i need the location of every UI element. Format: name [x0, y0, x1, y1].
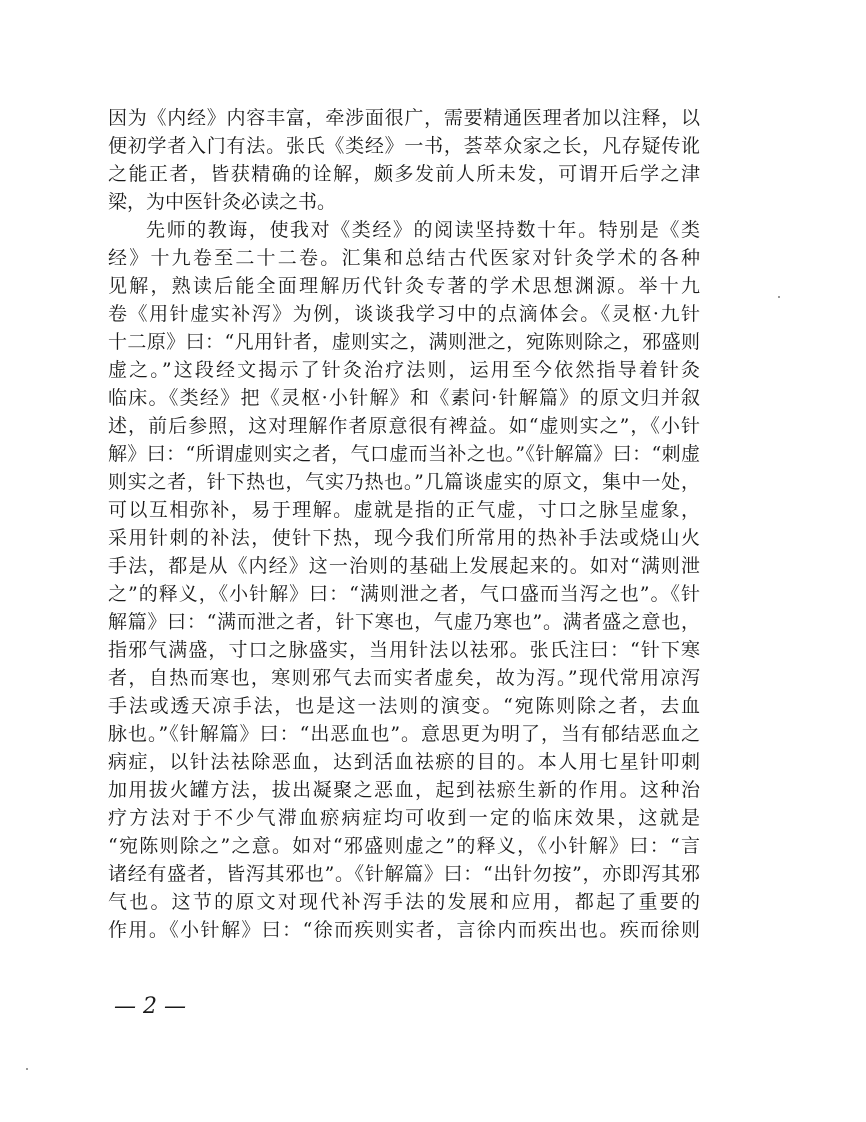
text-line: 见解，熟读后能全面理解历代针灸专著的学术思想渊源。举十九 [108, 275, 700, 297]
text-line: 手法，都是从《内经》这一治则的基础上发展起来的。如对“满则泄 [108, 555, 700, 577]
text-line: 作用。《小针解》曰：“徐而疾则实者，言徐内而疾出也。疾而徐则 [108, 919, 700, 941]
page-number: — 2 — [114, 994, 186, 1019]
scan-speck [778, 296, 780, 298]
text-line: 加用拔火罐方法，拔出凝聚之恶血，起到祛瘀生新的作用。这种治 [108, 779, 700, 801]
text-line: 手法或透天凉手法，也是这一法则的演变。“宛陈则除之者，去血 [108, 695, 700, 717]
text-line: 虚之。”这段经文揭示了针灸治疗法则，运用至今依然指导着针灸 [108, 359, 700, 381]
text-line: 解篇》曰：“满而泄之者，针下寒也，气虚乃寒也”。满者盛之意也， [108, 611, 700, 633]
scan-speck [26, 1068, 28, 1070]
text-line: 之”的释义，《小针解》曰：“满则泄之者，气口盛而当泻之也”。《针 [108, 583, 700, 605]
text-line: 可以互相弥补，易于理解。虚就是指的正气虚，寸口之脉呈虚象， [108, 499, 700, 521]
text-line: 之能正者，皆获精确的诠解，颇多发前人所未发，可谓开后学之津 [108, 163, 700, 185]
text-line: 因为《内经》内容丰富，牵涉面很广，需要精通医理者加以注释，以 [108, 107, 700, 129]
text-line: 气也。这节的原文对现代补泻手法的发展和应用，都起了重要的 [108, 891, 700, 913]
paragraph [108, 216, 700, 944]
text-line: 经》十九卷至二十二卷。汇集和总结古代医家对针灸学术的各种 [108, 247, 700, 269]
text-line: 述，前后参照，这对理解作者原意很有裨益。如“虚则实之”，《小针 [108, 415, 700, 437]
text-line: 采用针刺的补法，使针下热，现今我们所常用的热补手法或烧山火 [108, 527, 700, 549]
text-line: 梁，为中医针灸必读之书。 [108, 191, 337, 213]
text-line: 指邪气满盛，寸口之脉盛实，当用针法以祛邪。张氏注曰：“针下寒 [108, 639, 700, 661]
text-line: 则实之者，针下热也，气实乃热也。”几篇谈虚实的原文，集中一处， [108, 471, 700, 493]
text-line: 卷《用针虚实补泻》为例，谈谈我学习中的点滴体会。《灵枢·九针 [108, 303, 700, 325]
text-line: 脉也。”《针解篇》曰：“出恶血也”。意思更为明了，当有郁结恶血之 [108, 723, 700, 745]
text-line: 便初学者入门有法。张氏《类经》一书，荟萃众家之长，凡存疑传讹 [108, 135, 700, 157]
text-line: 临床。《类经》把《灵枢·小针解》和《素问·针解篇》的原文归并叙 [108, 387, 700, 409]
text-line: 解》曰：“所谓虚则实之者，气口虚而当补之也。”《针解篇》曰：“刺虚 [108, 443, 700, 465]
body-text [108, 104, 700, 944]
paragraph [108, 104, 700, 216]
text-line: 诸经有盛者，皆泻其邪也”。《针解篇》曰：“出针勿按”，亦即泻其邪 [108, 863, 700, 885]
text-line: 疗方法对于不少气滞血瘀病症均可收到一定的临床效果，这就是 [108, 807, 700, 829]
text-line: “宛陈则除之”之意。如对“邪盛则虚之”的释义，《小针解》曰：“言 [108, 835, 700, 857]
text-line: 十二原》曰：“凡用针者，虚则实之，满则泄之，宛陈则除之，邪盛则 [108, 331, 700, 353]
text-line: 先师的教诲，使我对《类经》的阅读坚持数十年。特别是《类 [146, 219, 700, 241]
text-line: 者，自热而寒也，寒则邪气去而实者虚矣，故为泻。”现代常用凉泻 [108, 667, 700, 689]
text-line: 病症，以针法祛除恶血，达到活血祛瘀的目的。本人用七星针叩刺 [108, 751, 700, 773]
